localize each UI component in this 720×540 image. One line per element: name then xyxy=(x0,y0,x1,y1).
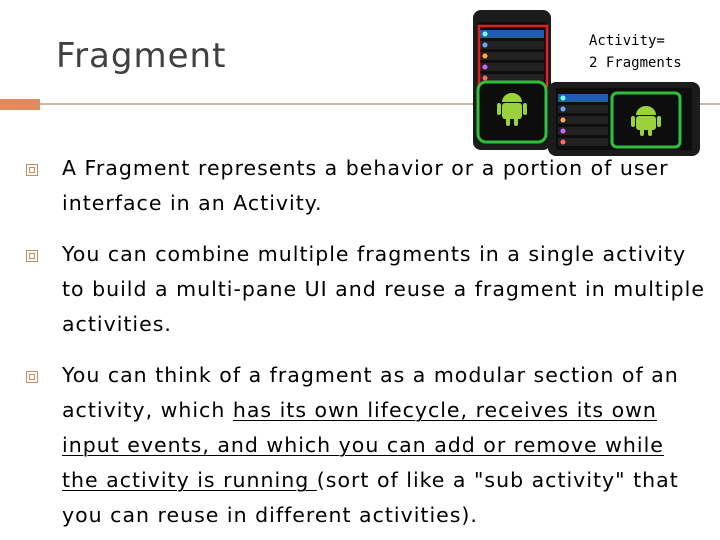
bullet-text-before: You can think of a fragment as a modular section of an activity, which xyxy=(62,363,679,422)
slide-title: Fragment xyxy=(56,36,227,76)
square-bullet-icon xyxy=(26,250,38,262)
bullet-text: A Fragment represents a behavior or a portion of user interface in an Activity. xyxy=(62,156,669,215)
bullet-list xyxy=(26,151,706,533)
bullet-item xyxy=(26,151,706,221)
landscape-phone xyxy=(548,82,700,156)
bullet-text: You can combine multiple fragments in a single activity to build a multi-pane UI and reuse a fragment in multiple activities. xyxy=(62,242,705,336)
square-bullet-icon xyxy=(26,164,38,176)
activity-callout xyxy=(589,30,682,74)
bullet-text-after: (sort of like a "sub activity" that you can reuse in different activities). xyxy=(62,468,679,527)
callout-line-1: Activity= xyxy=(589,33,665,49)
bullet-item xyxy=(26,358,706,533)
android-robot-icon xyxy=(478,82,546,142)
bullet-item xyxy=(26,237,706,342)
square-bullet-icon xyxy=(26,371,38,383)
bullet-text-underlined: has its own lifecycle, receives its own input events, and which you can add or remove while the activity is running xyxy=(62,398,664,492)
accent-bar xyxy=(0,99,40,110)
callout-line-2: 2 Fragments xyxy=(589,55,682,71)
